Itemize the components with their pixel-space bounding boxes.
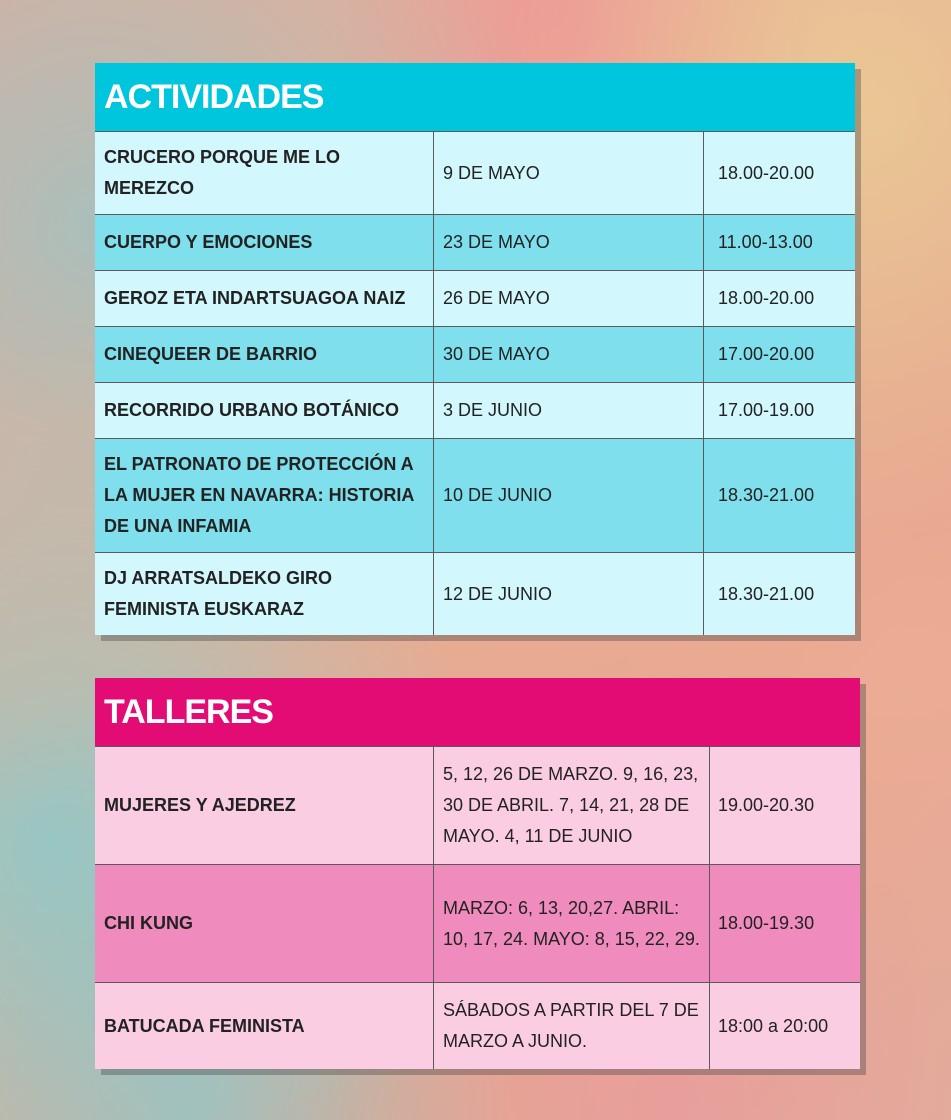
table-row <box>95 438 855 552</box>
activity-time: 11.00-13.00 <box>703 215 855 270</box>
activity-date: 26 DE MAYO <box>433 271 703 326</box>
workshop-date: MARZO: 6, 13, 20,27. ABRIL: 10, 17, 24. MAYO: 8, 15, 22, 29. <box>433 865 709 982</box>
table-row <box>95 326 855 382</box>
activity-name: RECORRIDO URBANO BOTÁNICO <box>104 400 399 420</box>
activity-name: CINEQUEER DE BARRIO <box>104 344 318 364</box>
table-row <box>95 270 855 326</box>
workshop-name: BATUCADA FEMINISTA <box>104 1015 305 1036</box>
activity-date: 23 DE MAYO <box>433 215 703 270</box>
activity-date: 3 DE JUNIO <box>433 383 703 438</box>
actividades-title: ACTIVIDADES <box>95 63 855 131</box>
activity-name: CUERPO Y EMOCIONES <box>104 232 313 252</box>
activity-name: GEROZ ETA INDARTSUAGOA NAIZ <box>104 288 406 308</box>
table-row <box>95 864 860 982</box>
table-row <box>95 746 860 864</box>
activity-time: 18.00-20.00 <box>703 271 855 326</box>
activity-date: 10 DE JUNIO <box>433 439 703 552</box>
activity-time: 17.00-20.00 <box>703 327 855 382</box>
workshop-time: 19.00-20.30 <box>709 747 860 864</box>
table-row <box>95 382 855 438</box>
talleres-table <box>95 678 860 1069</box>
table-row <box>95 131 855 214</box>
table-row <box>95 214 855 270</box>
workshop-date: SÁBADOS A PARTIR DEL 7 DE MARZO A JUNIO. <box>433 983 709 1069</box>
activity-name: DJ ARRATSALDEKO GIRO FEMINISTA EUSKARAZ <box>104 568 333 619</box>
workshop-name: CHI KUNG <box>104 913 193 933</box>
workshop-time: 18:00 a 20:00 <box>709 983 860 1069</box>
actividades-table <box>95 63 855 635</box>
activity-time: 18.30-21.00 <box>703 553 855 635</box>
activity-date: 9 DE MAYO <box>433 132 703 214</box>
activity-name: CRUCERO PORQUE ME LO MEREZCO <box>104 147 341 198</box>
activity-time: 17.00-19.00 <box>703 383 855 438</box>
table-row <box>95 982 860 1069</box>
workshop-time: 18.00-19.30 <box>709 865 860 982</box>
activity-date: 12 DE JUNIO <box>433 553 703 635</box>
table-row <box>95 552 855 635</box>
workshop-date: 5, 12, 26 DE MARZO. 9, 16, 23, 30 DE ABRIL. 7, 14, 21, 28 DE MAYO. 4, 11 DE JUNIO <box>433 747 709 864</box>
talleres-title: TALLERES <box>95 678 860 746</box>
activity-time: 18.00-20.00 <box>703 132 855 214</box>
activity-date: 30 DE MAYO <box>433 327 703 382</box>
activity-time: 18.30-21.00 <box>703 439 855 552</box>
activity-name: EL PATRONATO DE PROTECCIÓN A LA MUJER EN NAVARRA: HISTORIA DE UNA INFAMIA <box>104 454 414 536</box>
workshop-name: MUJERES Y AJEDREZ <box>104 795 296 815</box>
